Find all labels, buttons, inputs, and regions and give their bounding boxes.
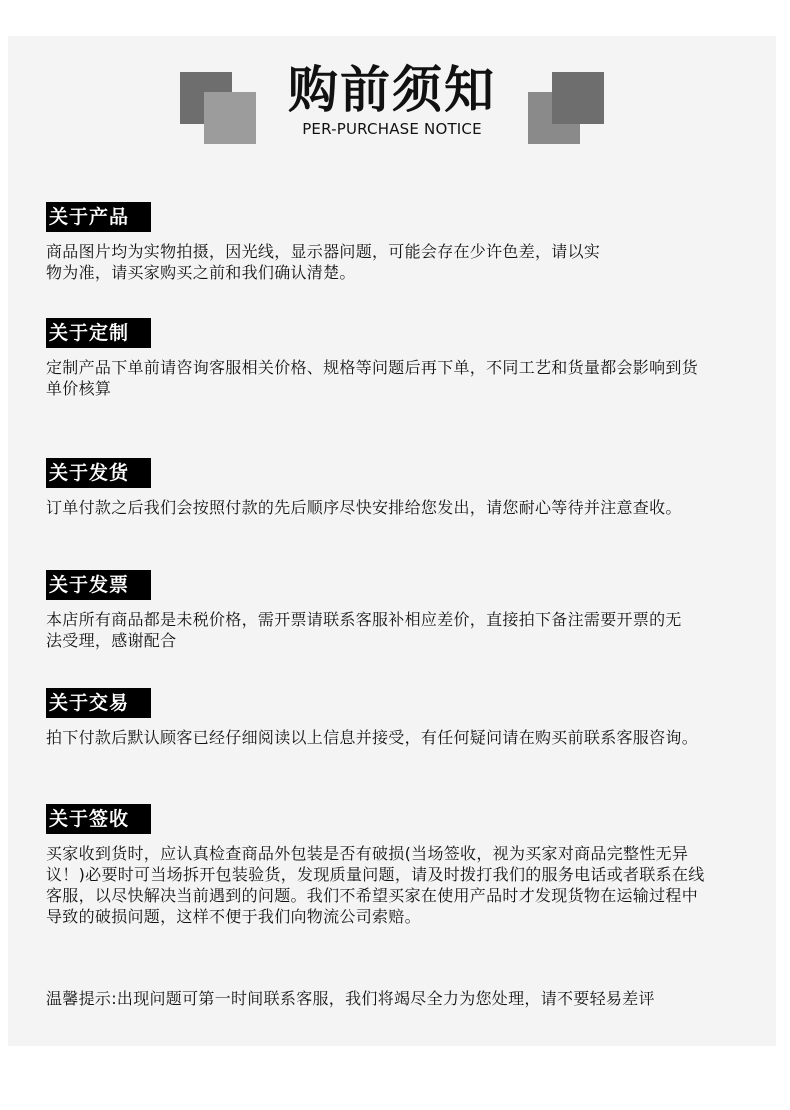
section-label: 关于发货 xyxy=(46,458,151,488)
page-subtitle: PER-PURCHASE NOTICE xyxy=(302,120,482,138)
section-shipping xyxy=(46,458,746,518)
section-text: 买家收到货时，应认真检查商品外包装是否有破损(当场签收，视为买家对商品完整性无异议！)必要时可当场拆开包装验货，发现质量问题，请及时拨打我们的服务电话或者联系在线客服，以尽快解决当前遇到的问题。我们不希望买家在使用产品时才发现货物在运输过程中导致的破损问题，这样不便于我们向物流公司索赔。 xyxy=(46,844,705,926)
section-text: 拍下付款后默认顾客已经仔细阅读以上信息并接受，有任何疑问请在购买前联系客服咨询。 xyxy=(46,728,699,747)
decor-square xyxy=(552,72,604,124)
section-text: 商品图片均为实物拍摄，因光线，显示器问题，可能会存在少许色差，请以实物为准，请买家购买之前和我们确认清楚。 xyxy=(46,242,601,282)
section-label: 关于定制 xyxy=(46,318,151,348)
section-custom xyxy=(46,318,746,399)
section-product xyxy=(46,202,746,283)
section-label: 关于签收 xyxy=(46,804,151,834)
warm-tip: 温馨提示:出现问题可第一时间联系客服，我们将竭尽全力为您处理，请不要轻易差评 xyxy=(46,989,655,1008)
section-receipt xyxy=(46,804,746,927)
header-banner xyxy=(8,36,776,186)
section-text: 定制产品下单前请咨询客服相关价格、规格等问题后再下单，不同工艺和货量都会影响到货单价核算 xyxy=(46,358,699,398)
notice-card xyxy=(8,36,776,1046)
page-title: 购前须知 xyxy=(288,61,496,119)
section-trade xyxy=(46,688,746,748)
section-text: 本店所有商品都是未税价格，需开票请联系客服补相应差价，直接拍下备注需要开票的无法受理，感谢配合 xyxy=(46,610,682,650)
section-invoice xyxy=(46,570,746,651)
section-text: 订单付款之后我们会按照付款的先后顺序尽快安排给您发出，请您耐心等待并注意查收。 xyxy=(46,498,682,517)
decor-square xyxy=(204,92,256,144)
section-label: 关于产品 xyxy=(46,202,151,232)
section-label: 关于交易 xyxy=(46,688,151,718)
section-label: 关于发票 xyxy=(46,570,151,600)
